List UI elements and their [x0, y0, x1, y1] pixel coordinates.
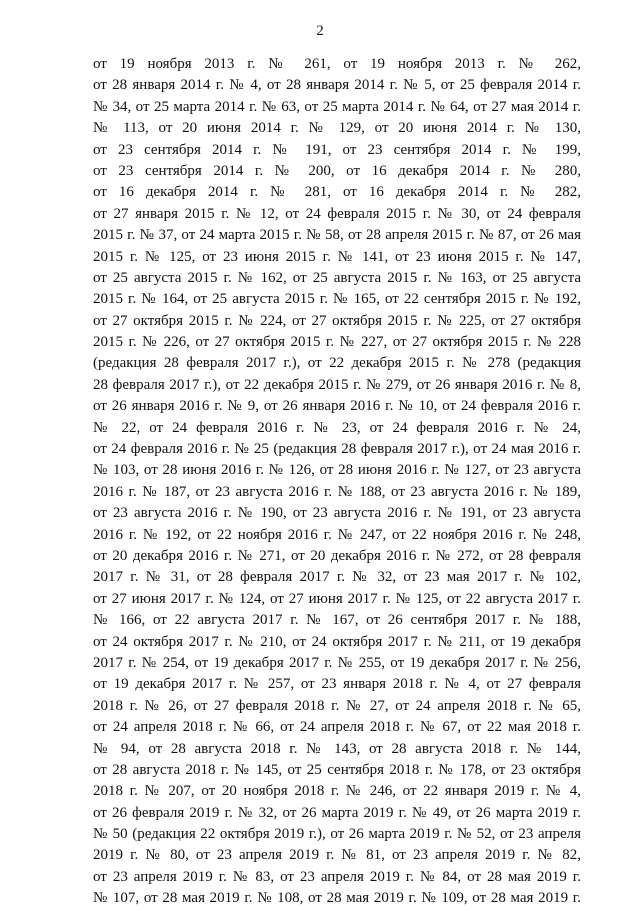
text-line: от 25 августа 2015 г. № 162, от 25 августа 2015 г. № 163, от 25 августа: [93, 269, 581, 286]
text-line: 2019 г. № 80, от 23 апреля 2019 г. № 81, от 23 апреля 2019 г. № 82,: [93, 847, 581, 864]
text-line: от 26 февраля 2019 г. № 32, от 26 марта 2019 г. № 49, от 26 марта 2019 г.: [93, 804, 581, 821]
text-line: от 28 августа 2018 г. № 145, от 25 сентября 2018 г. № 178, от 23 октября: [93, 761, 581, 778]
text-line: от 27 июня 2017 г. № 124, от 27 июня 2017 г. № 125, от 22 августа 2017 г.: [93, 590, 581, 607]
text-line: от 19 декабря 2017 г. № 257, от 23 января 2018 г. № 4, от 27 февраля: [93, 676, 581, 693]
text-line: от 16 декабря 2014 г. № 281, от 16 декабря 2014 г. № 282,: [93, 184, 581, 201]
text-line: 2017 г. № 31, от 28 февраля 2017 г. № 32, от 23 мая 2017 г. № 102,: [93, 569, 581, 586]
page-number: 2: [316, 23, 324, 39]
text-line: 2016 г. № 192, от 22 ноября 2016 г. № 247, от 22 ноября 2016 г. № 248,: [93, 526, 581, 543]
text-line: № 34, от 25 марта 2014 г. № 63, от 25 марта 2014 г. № 64, от 27 мая 2014 г.: [93, 98, 581, 115]
text-line: от 23 сентября 2014 г. № 200, от 16 декабря 2014 г. № 280,: [93, 162, 581, 179]
text-line: от 28 января 2014 г. № 4, от 28 января 2014 г. № 5, от 25 февраля 2014 г.: [93, 77, 581, 94]
text-line: от 27 октября 2015 г. № 224, от 27 октября 2015 г. № 225, от 27 октября: [93, 312, 581, 329]
text-line: 2016 г. № 187, от 23 августа 2016 г. № 188, от 23 августа 2016 г. № 189,: [93, 483, 581, 500]
text-line: от 24 октября 2017 г. № 210, от 24 октября 2017 г. № 211, от 19 декабря: [93, 633, 581, 650]
text-line: 2018 г. № 207, от 20 ноября 2018 г. № 246, от 22 января 2019 г. № 4,: [93, 783, 581, 800]
text-line: от 23 апреля 2019 г. № 83, от 23 апреля 2019 г. № 84, от 28 мая 2019 г.: [93, 868, 581, 885]
text-line: от 20 декабря 2016 г. № 271, от 20 декабря 2016 г. № 272, от 28 февраля: [93, 547, 581, 564]
text-line: 2015 г. № 37, от 24 марта 2015 г. № 58, от 28 апреля 2015 г. № 87, от 26 мая: [93, 227, 581, 244]
text-line: № 113, от 20 июня 2014 г. № 129, от 20 июня 2014 г. № 130,: [93, 120, 581, 137]
text-line: № 94, от 28 августа 2018 г. № 143, от 28 августа 2018 г. № 144,: [93, 740, 581, 757]
text-line: 2017 г. № 254, от 19 декабря 2017 г. № 255, от 19 декабря 2017 г. № 256,: [93, 654, 581, 671]
text-line: 2018 г. № 26, от 27 февраля 2018 г. № 27, от 24 апреля 2018 г. № 65,: [93, 697, 581, 714]
body-text: [93, 54, 581, 910]
text-line: 2015 г. № 164, от 25 августа 2015 г. № 165, от 22 сентября 2015 г. № 192,: [93, 291, 581, 308]
text-line: № 103, от 28 июня 2016 г. № 126, от 28 июня 2016 г. № 127, от 23 августа: [93, 462, 581, 479]
text-line: № 50 (редакция 22 октября 2019 г.), от 26 марта 2019 г. № 52, от 23 апреля: [93, 826, 581, 843]
text-line: № 107, от 28 мая 2019 г. № 108, от 28 мая 2019 г. № 109, от 28 мая 2019 г.: [93, 890, 581, 907]
text-line: 2015 г. № 226, от 27 октября 2015 г. № 227, от 27 октября 2015 г. № 228: [93, 334, 581, 351]
text-line: № 22, от 24 февраля 2016 г. № 23, от 24 февраля 2016 г. № 24,: [93, 419, 581, 436]
text-line: (редакция 28 февраля 2017 г.), от 22 декабря 2015 г. № 278 (редакция: [93, 355, 581, 372]
text-line: № 166, от 22 августа 2017 г. № 167, от 26 сентября 2017 г. № 188,: [93, 612, 581, 629]
text-line: от 27 января 2015 г. № 12, от 24 февраля 2015 г. № 30, от 24 февраля: [93, 205, 581, 222]
text-line: от 24 февраля 2016 г. № 25 (редакция 28 февраля 2017 г.), от 24 мая 2016 г.: [93, 441, 581, 458]
text-line: 2015 г. № 125, от 23 июня 2015 г. № 141, от 23 июня 2015 г. № 147,: [93, 248, 581, 265]
text-line: от 23 сентября 2014 г. № 191, от 23 сентября 2014 г. № 199,: [93, 141, 581, 158]
text-line: от 23 августа 2016 г. № 190, от 23 августа 2016 г. № 191, от 23 августа: [93, 505, 581, 522]
text-line: от 26 января 2016 г. № 9, от 26 января 2016 г. № 10, от 24 февраля 2016 г.: [93, 398, 581, 415]
text-line: 28 февраля 2017 г.), от 22 декабря 2015 г. № 279, от 26 января 2016 г. № 8,: [93, 376, 581, 393]
text-line: от 19 ноября 2013 г. № 261, от 19 ноября 2013 г. № 262,: [93, 56, 581, 72]
text-line: от 24 апреля 2018 г. № 66, от 24 апреля 2018 г. № 67, от 22 мая 2018 г.: [93, 719, 581, 736]
